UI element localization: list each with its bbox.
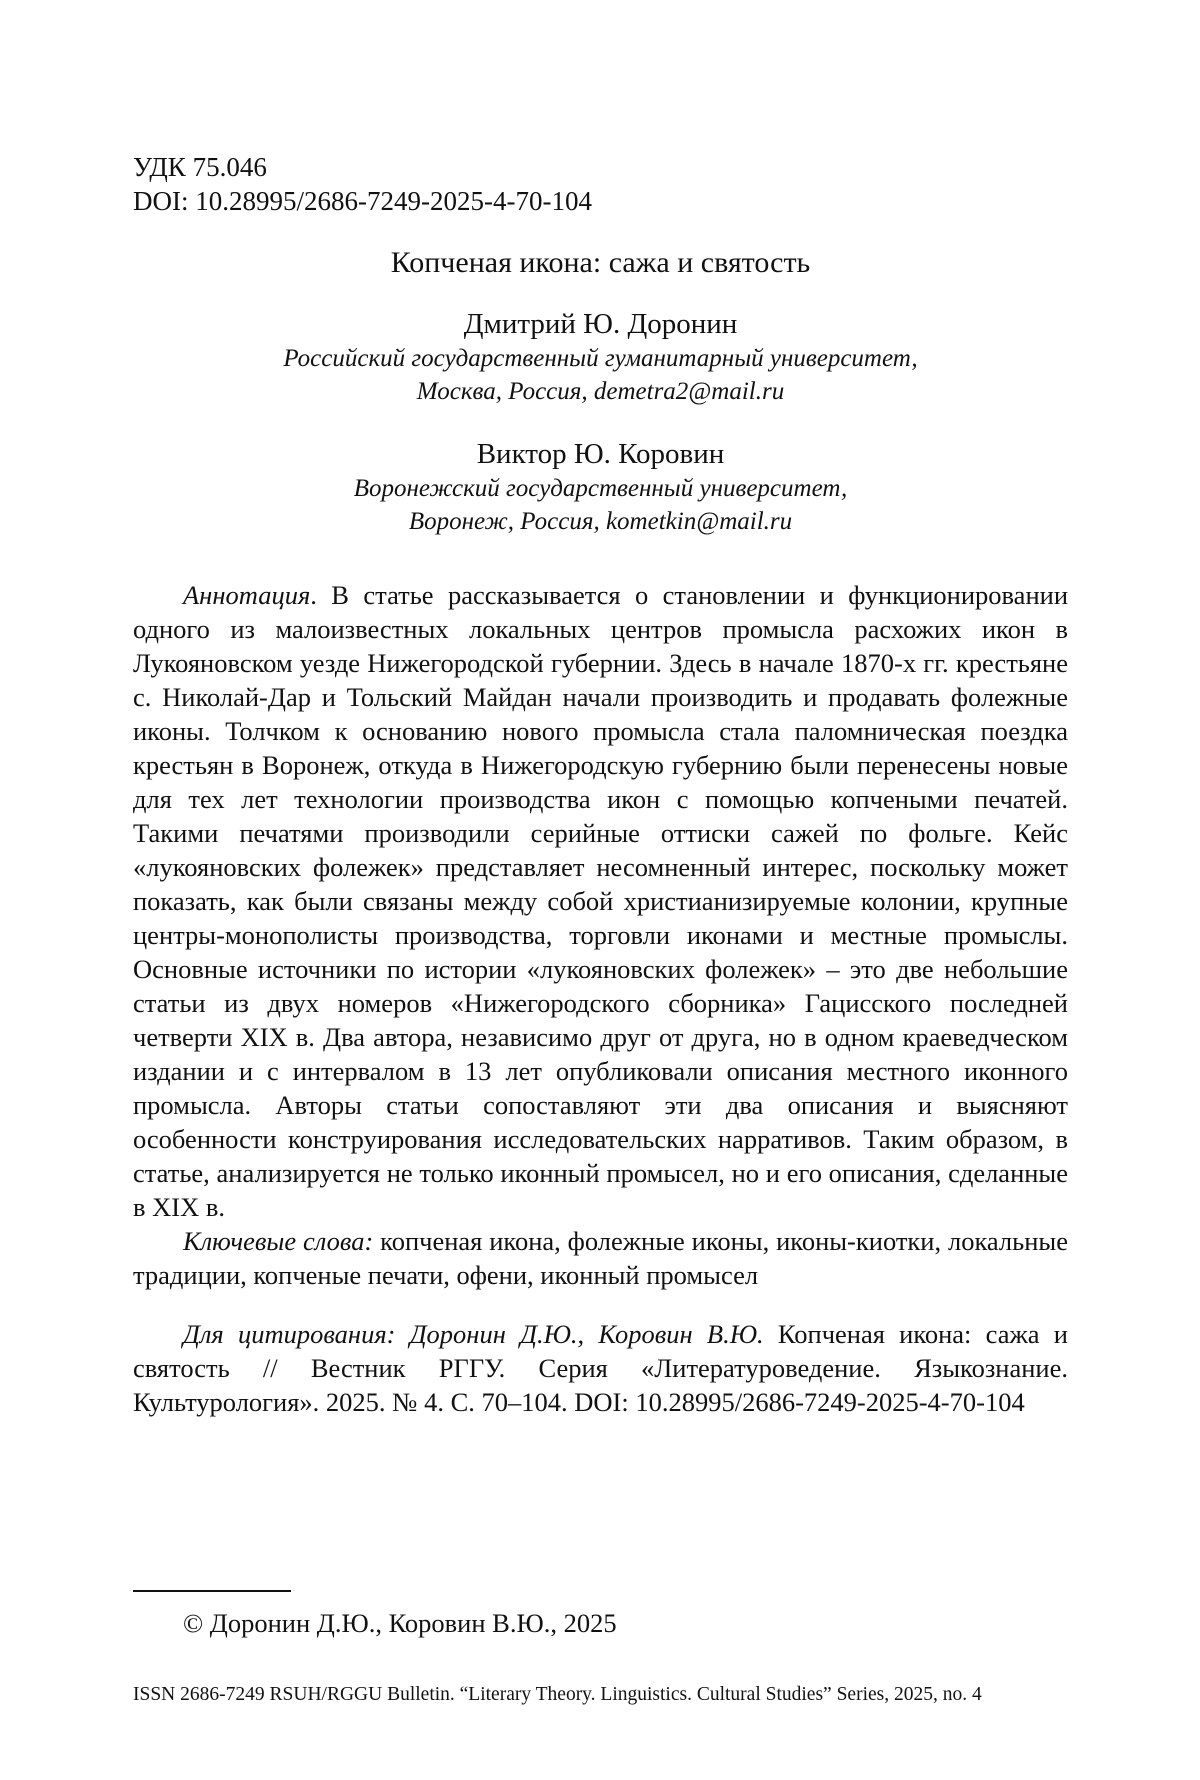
author-affiliation: Воронежский государственный университет, <box>133 472 1068 505</box>
footnote-divider <box>133 1590 291 1592</box>
udk-code: УДК 75.046 <box>133 150 1068 184</box>
abstract-label: Аннотация <box>183 580 310 610</box>
author-name: Виктор Ю. Коровин <box>133 436 1068 472</box>
author-block-2 <box>133 436 1068 538</box>
citation-label: Для цитирования: Доронин Д.Ю., Коровин В.Ю. <box>183 1319 764 1349</box>
citation-section <box>133 1317 1068 1419</box>
author-block-1 <box>133 306 1068 408</box>
article-title: Копченая икона: сажа и святость <box>133 244 1068 282</box>
keywords-text: копченая икона, фолежные иконы, иконы-киотки, локальные традиции, копченые печати, офени, иконный промысел <box>133 1226 1068 1290</box>
author-affiliation: Российский государственный гуманитарный университет, <box>133 342 1068 375</box>
article-first-page <box>133 150 1068 1419</box>
journal-footer: ISSN 2686-7249 RSUH/RGGU Bulletin. “Literary Theory. Linguistics. Cultural Studies” Series, 2025, no. 4 <box>133 1682 1068 1708</box>
author-location-email: Воронеж, Россия, kometkin@mail.ru <box>133 505 1068 538</box>
citation-text: Копченая икона: сажа и святость // Вестник РГГУ. Серия «Литературоведение. Языкознание. Культурология». 2025. № 4. С. 70–104. DOI: 10.28995/2686-7249-2025-4-70-104 <box>133 1319 1068 1417</box>
abstract-text: . В статье рассказывается о становлении и функционировании одного из малоизвестных локальных центров промысла расхожих икон в Лукояновском уезде Нижегородской губернии. Здесь в начале 1870-х гг. крестьяне с. Николай-Дар и Тольский Майдан начали производить и продавать фолежные иконы. Толчком к основанию нового промысла стала паломническая поездка крестьян в Воронеж, откуда в Нижегородскую губернию были перенесены новые для тех лет технологии производства икон с помощью копчеными печатей. Такими печатями производили серийные оттиски сажей по фольге. Кейс «лукояновских фолежек» представляет несомненный интерес, поскольку может показать, как были связаны между собой христианизируемые колонии, крупные центры-монополисты производства, торговли иконами и местные промыслы. Основные источники по истории «лукояновских фолежек» – это две небольшие статьи из двух номеров «Нижегородского сборника» Гацисского последней четверти XIX в. Два автора, независимо друг от друга, но в одном краеведческом издании и с интервалом в 13 лет опубликовали описания местного иконного промысла. Авторы статьи сопоставляют эти два описания и выясняют особенности конструирования исследовательских нарративов. Таким образом, в статье, анализируется не только иконный промысел, но и его описания, сделанные в XIX в. <box>133 580 1068 1222</box>
citation-paragraph <box>133 1317 1068 1419</box>
author-name: Дмитрий Ю. Доронин <box>133 306 1068 342</box>
keywords-paragraph <box>133 1224 1068 1292</box>
keywords-label: Ключевые слова: <box>183 1226 373 1256</box>
abstract-paragraph <box>133 578 1068 1224</box>
doi-line: DOI: 10.28995/2686-7249-2025-4-70-104 <box>133 184 1068 218</box>
abstract-section <box>133 578 1068 1292</box>
copyright-notice: © Доронин Д.Ю., Коровин В.Ю., 2025 <box>183 1606 617 1640</box>
author-location-email: Москва, Россия, demetra2@mail.ru <box>133 375 1068 408</box>
